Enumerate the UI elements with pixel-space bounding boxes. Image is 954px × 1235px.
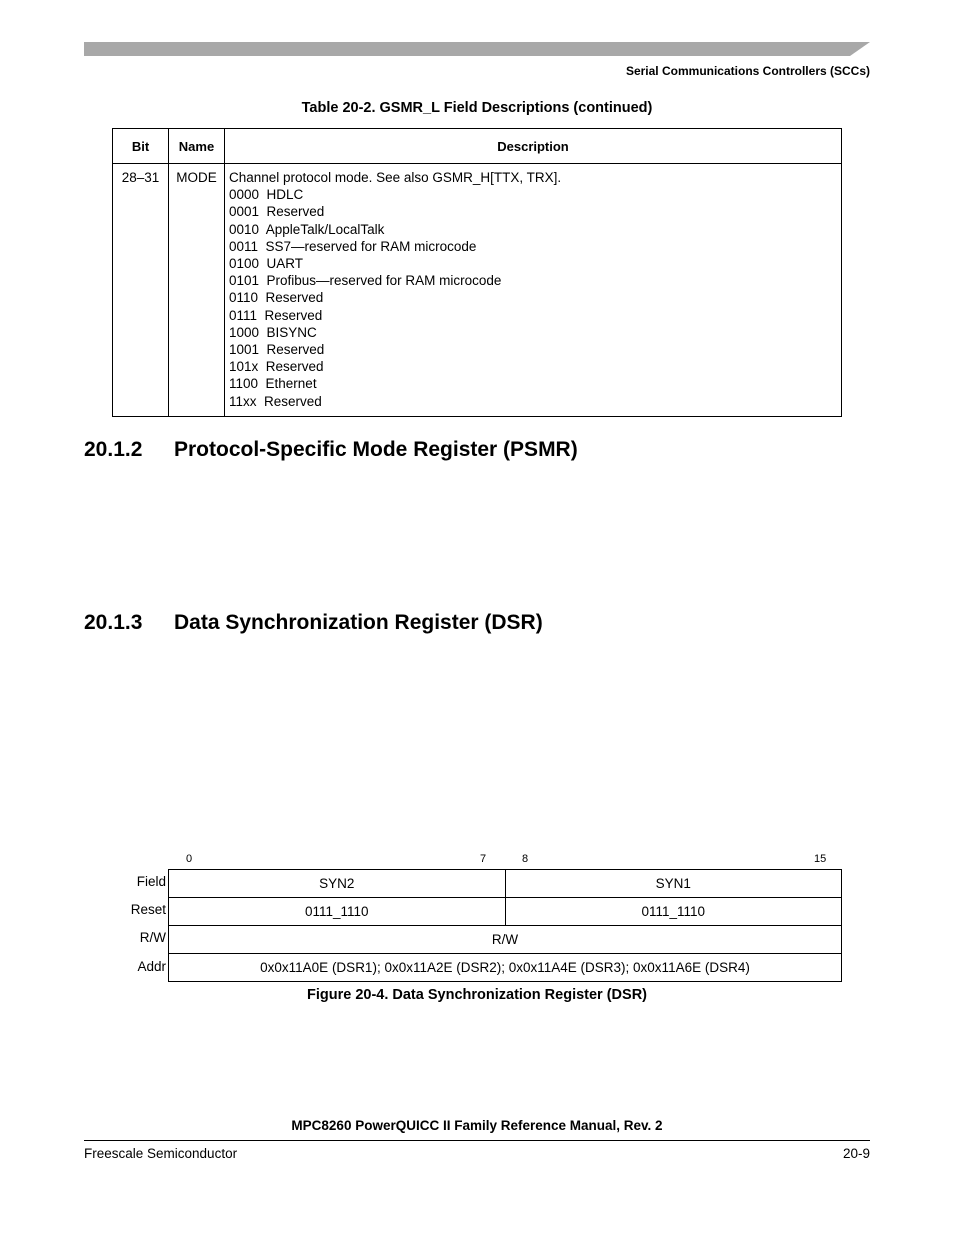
bit-number-0: 0 — [186, 853, 193, 865]
footer-page-number: 20-9 — [842, 1146, 870, 1161]
description-line: 11xx Reserved — [229, 393, 322, 409]
field-syn1: SYN1 — [505, 870, 842, 898]
header-description: Description — [225, 129, 842, 164]
bit-number-8: 8 — [522, 853, 529, 865]
description-line: 0010 AppleTalk/LocalTalk — [229, 221, 385, 237]
register-rw-row — [169, 926, 842, 954]
field-syn2: SYN2 — [169, 870, 506, 898]
description-line: 1001 Reserved — [229, 342, 325, 358]
row-label-rw: R/W — [139, 930, 166, 945]
reset-syn2: 0111_1110 — [169, 898, 506, 926]
description-line: 0110 Reserved — [229, 290, 324, 306]
row-label-addr: Addr — [137, 959, 166, 974]
description-line: 1000 BISYNC — [229, 324, 317, 340]
table-header-row — [113, 129, 842, 164]
row-label-field: Field — [136, 874, 166, 889]
footer-company: Freescale Semiconductor — [84, 1146, 238, 1161]
field-descriptions-table — [112, 128, 842, 417]
description-line: 0111 Reserved — [229, 307, 323, 323]
cell-bit: 28–31 — [113, 164, 169, 417]
figure-caption: Figure 20-4. Data Synchronization Register (DSR) — [306, 987, 647, 1003]
cell-name: MODE — [169, 164, 225, 417]
running-head: Serial Communications Controllers (SCCs) — [625, 64, 870, 78]
table-row — [113, 164, 842, 417]
description-line: 0100 UART — [229, 256, 304, 272]
section-heading-dsr — [84, 611, 543, 635]
footer-title: MPC8260 PowerQUICC II Family Reference Manual, Rev. 2 — [291, 1118, 663, 1133]
table-caption: Table 20-2. GSMR_L Field Descriptions (continued) — [301, 100, 653, 116]
addr-value: 0x0x11A0E (DSR1); 0x0x11A2E (DSR2); 0x0x11A4E (DSR3); 0x0x11A6E (DSR4) — [169, 954, 842, 982]
bit-number-15: 15 — [814, 853, 827, 865]
section-title: Data Synchronization Register (DSR) — [174, 611, 543, 634]
reset-syn1: 0111_1110 — [505, 898, 842, 926]
header-bar — [84, 42, 870, 56]
header-bit: Bit — [113, 129, 169, 164]
footer-rule — [84, 1140, 870, 1141]
bit-number-7: 7 — [480, 853, 487, 865]
section-heading-psmr — [84, 438, 578, 462]
description-line: 0000 HDLC — [229, 187, 304, 203]
cell-description — [225, 164, 842, 417]
row-label-reset: Reset — [130, 902, 166, 917]
register-reset-row — [169, 898, 842, 926]
register-addr-row — [169, 954, 842, 982]
description-line: 1100 Ethernet — [229, 376, 317, 392]
description-line: 0001 Reserved — [229, 204, 325, 220]
dsr-register-diagram — [168, 869, 842, 982]
rw-value: R/W — [169, 926, 842, 954]
description-line: 101x Reserved — [229, 359, 324, 375]
description-line: 0101 Profibus—reserved for RAM microcode — [229, 273, 502, 289]
section-number: 20.1.3 — [84, 611, 143, 634]
section-title: Protocol-Specific Mode Register (PSMR) — [174, 438, 578, 461]
section-number: 20.1.2 — [84, 438, 143, 461]
header-name: Name — [169, 129, 225, 164]
register-field-row — [169, 870, 842, 898]
description-line: 0011 SS7—reserved for RAM microcode — [229, 238, 477, 254]
description-line: Channel protocol mode. See also GSMR_H[TTX, TRX]. — [229, 170, 562, 185]
